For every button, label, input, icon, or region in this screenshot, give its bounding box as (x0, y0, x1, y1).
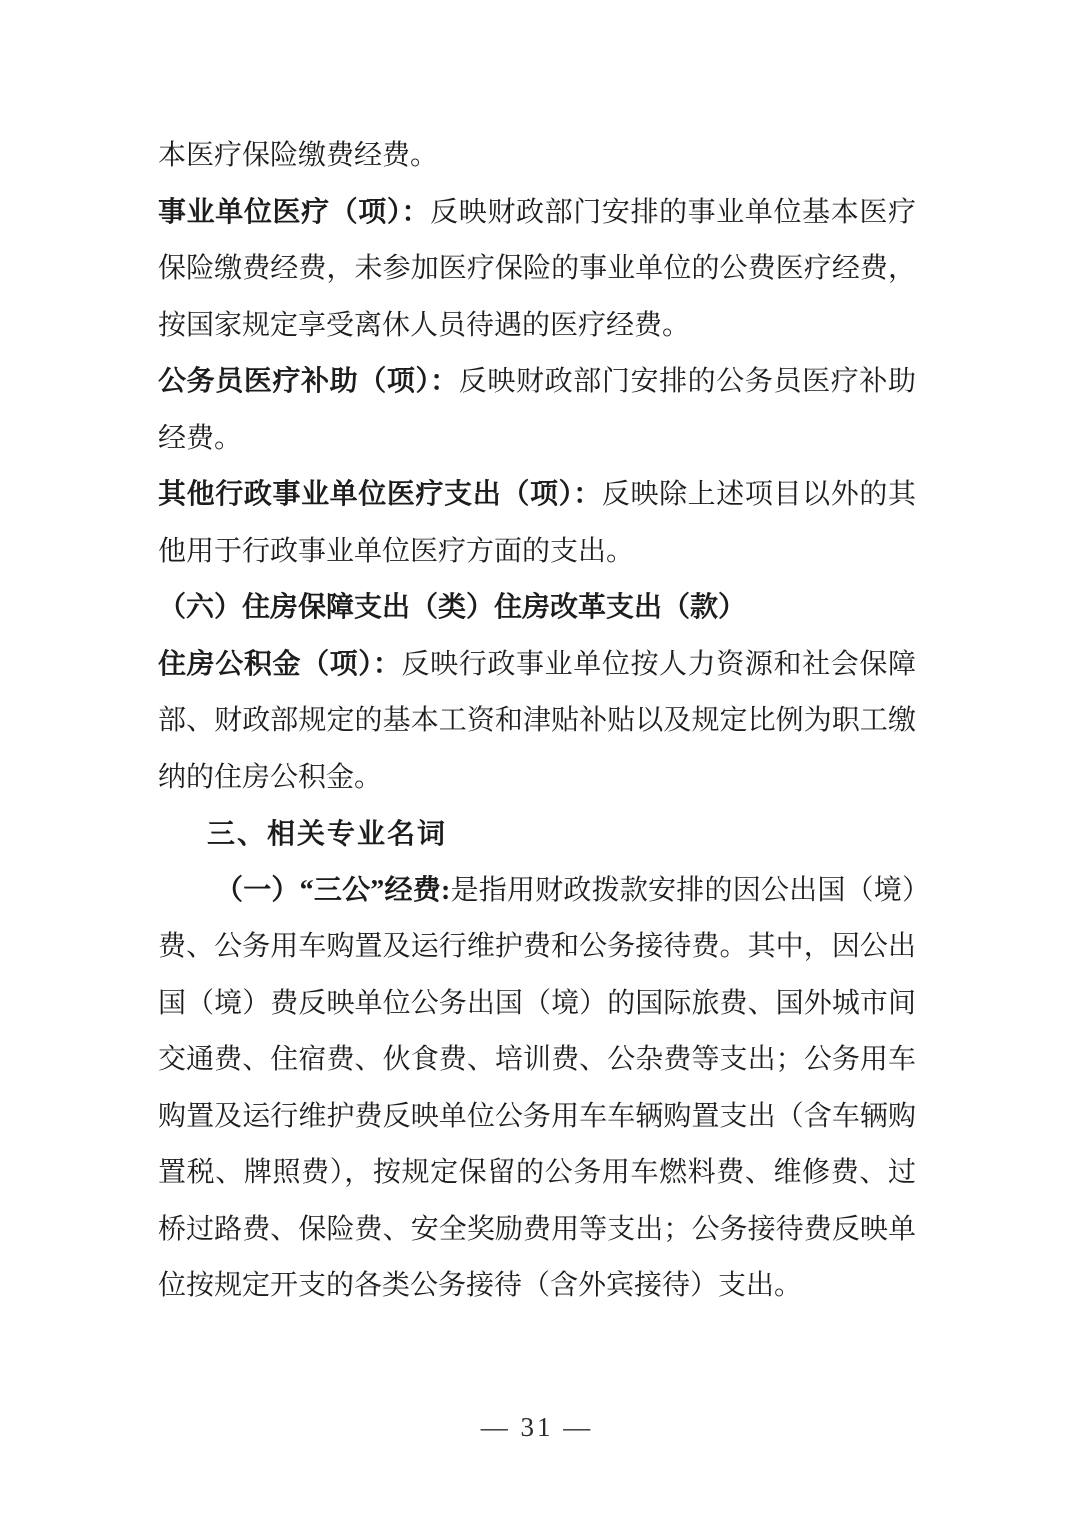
subsection-heading (158, 580, 916, 637)
section-heading-text: 三、相关专业名词 (207, 818, 448, 849)
paragraph (158, 637, 916, 807)
paragraph (158, 467, 916, 580)
paragraph (158, 185, 916, 355)
section-heading (158, 806, 916, 863)
definition-text: 本医疗保险缴费经费。 (158, 140, 439, 171)
definition-term: （一）“三公”经费: (215, 874, 451, 906)
subsection-heading-text: （六）住房保障支出（类）住房改革支出（款） (158, 592, 747, 623)
definition-text: 反映除上述项目以外的其他用于行政事业单位医疗方面的支出。 (158, 479, 916, 567)
definition-term: 其他行政事业单位医疗支出（项）： (158, 479, 602, 510)
page-number-text: — 31 — (480, 1412, 594, 1442)
page-number (0, 1412, 1074, 1443)
definition-text: 反映财政部门安排的事业单位基本医疗保险缴费经费，未参加医疗保险的事业单位的公费医疗经费，按国家规定享受离休人员待遇的医疗经费。 (158, 196, 916, 341)
paragraph (158, 863, 916, 1315)
paragraph-continuation (158, 128, 916, 185)
definition-text: 反映财政部门安排的公务员医疗补助经费。 (158, 366, 916, 454)
definition-text: 是指用财政拨款安排的因公出国（境）费、公务用车购置及运行维护费和公务接待费。其中，因公出国（境）费反映单位公务出国（境）的国际旅费、国外城市间交通费、住宿费、伙食费、培训费、公杂费等支出；公务用车购置及运行维护费反映单位公务用车车辆购置支出（含车辆购置税、牌照费），按规定保留的公务用车燃料费、维修费、过桥过路费、保险费、安全奖励费用等支出；公务接待费反映单位按规定开支的各类公务接待（含外宾接待）支出。 (158, 874, 916, 1301)
document-body (158, 128, 916, 1315)
definition-text: 反映行政事业单位按人力资源和社会保障部、财政部规定的基本工资和津贴补贴以及规定比例为职工缴纳的住房公积金。 (158, 648, 916, 793)
definition-term: 住房公积金（项）： (158, 648, 402, 680)
definition-term: 公务员医疗补助（项）： (158, 366, 459, 397)
definition-term: 事业单位医疗（项）： (158, 196, 431, 228)
paragraph (158, 354, 916, 467)
